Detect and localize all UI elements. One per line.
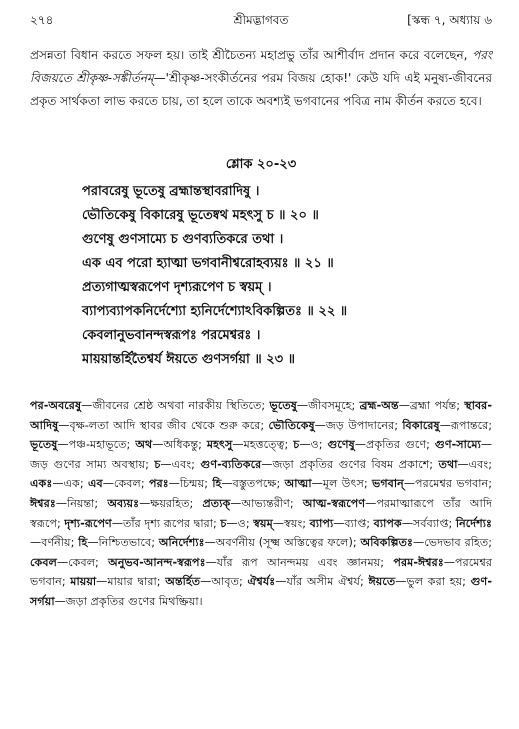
synonym-word: স্থাবর-আদিষু <box>30 399 492 432</box>
synonym-meaning: —স্বয়ং; <box>272 516 310 530</box>
section-reference: [স্কন্ধ ৭, অধ্যায় ৬ <box>407 13 492 27</box>
synonym-meaning: —রূপান্তরে; <box>439 418 492 432</box>
verse-line: কেবলানুভবানন্দস্বরূপঃ পরমেশ্বরঃ । <box>82 328 261 343</box>
page-number: ২৭৪ <box>30 13 54 27</box>
synonym-word: ব্রহ্ম-অন্ত <box>359 399 399 412</box>
verse-line: ব্যাপ্যব্যাপকনির্দেশ্যো হ্যনির্দেশ্যোঽবিকল্পিতঃ ॥ ২২ ॥ <box>82 304 348 319</box>
synonym-meaning: —জীবসমূহে; <box>296 399 360 412</box>
synonym-meaning: —জড় গুণের সাম্য অবস্থায়; <box>30 438 493 471</box>
synonym-meaning: —পঞ্চ-মহাভূতে; <box>57 438 136 452</box>
synonym-meaning: —ও; <box>226 516 254 530</box>
synonym-word: ভূতেষু <box>269 399 297 412</box>
synonym-word: গুণ-সর্গয়া <box>30 575 492 608</box>
verse-line: মায়য়ান্তর্হিতৈশ্বর্য ঈয়তে গুণসর্গয়া ॥ ২৩ ॥ <box>82 352 295 367</box>
synonym-word: পরম-ঈশ্বরঃ <box>393 555 444 569</box>
synonym-word: নির্দেশ্যঃ <box>455 516 492 530</box>
synonym-word: অবিকল্পিতঃ <box>360 536 414 550</box>
verse-line: পরাবরেষু ভূতেষু ব্রহ্মান্তস্থাবরাদিষু । <box>82 184 260 199</box>
shloka-heading: শ্লোক ২০-২৩ <box>225 157 297 172</box>
synonym-meaning: —বস্তুতপক্ষে; <box>221 477 285 491</box>
verse-line: এক এব পরো হ্যাত্মা ভগবানীশ্বরোহব্যয়ঃ ॥ ২১ ॥ <box>82 256 334 271</box>
synonym-meaning: —এবং; <box>457 457 492 471</box>
synonym-meaning: —পরমেশ্বর ভগবান; <box>403 477 492 491</box>
synonym-word: ব্যাপক <box>373 516 402 530</box>
synonym-meaning: —আভ্যন্তরীণ; <box>230 496 303 510</box>
intro-quote: পরং বিজয়তে শ্রীকৃষ্ণ-সঙ্কীর্তনম্ <box>30 48 492 85</box>
synonym-word: ভৌতিকেষু <box>268 418 315 432</box>
synonym-word: গুণ-ব্যতিকরে <box>200 457 262 471</box>
synonym-meaning: —অবর্ণনীয় (সূক্ষ্ম অস্তিত্বের ফলে); <box>204 536 361 550</box>
synonym-meaning: —জীবনের শ্রেষ্ঠ অথবা নারকীয় স্থিতিতে; <box>81 399 270 412</box>
intro-text-2: —'শ্রীকৃষ্ণ-সংকীর্তনের পরম বিজয় হোক!' কেউ যদি এই মনুষ্য-জীবনের প্রকৃত সার্থকতা লাভ করতে চায়, তা হলে তাকে অবশ্যই ভগবানের পবিত্র নাম কীর্তন করতে হবে। <box>30 71 492 108</box>
verse-block <box>82 180 492 372</box>
synonym-meaning: —পরমেশ্বর ভগবান; <box>30 555 492 589</box>
synonym-meaning: —ও; <box>299 438 328 452</box>
synonym-word: আত্মা <box>284 477 312 491</box>
synonym-meaning: —প্রকৃতির গুণে; <box>354 438 435 452</box>
synonym-word: ঈয়তে <box>368 575 396 589</box>
intro-paragraph <box>30 44 492 113</box>
synonym-meaning: —পরমাত্মারূপে তাঁর আদি স্বরূপে; <box>30 496 493 530</box>
synonym-meaning: —তাঁর দৃশ্য রূপের দ্বারা; <box>111 516 221 530</box>
synonym-word: মায়য়া <box>70 575 97 589</box>
synonyms-paragraph <box>30 396 492 612</box>
synonym-word: চ <box>293 438 300 452</box>
synonym-word: একঃ <box>30 477 53 491</box>
synonym-word: অনুভব-আনন্দ-স্বরূপঃ <box>108 555 206 569</box>
synonym-meaning: —ভেদভাব রহিত; <box>413 536 493 550</box>
verse-line: প্রত্যগাত্মস্বরূপেণ দৃশ্যরূপেণ চ স্বয়ম্ । <box>82 280 272 295</box>
synonym-word: ভগবান্ <box>372 477 404 491</box>
synonym-word: চ <box>154 457 161 471</box>
verse-line: ভৌতিকেষু বিকারেষু ভূতেষ্বথ মহৎসু চ ॥ ২০ ॥ <box>82 208 319 223</box>
synonym-word: তথা <box>438 457 458 471</box>
synonym-word: ঈশ্বরঃ <box>30 496 56 510</box>
synonym-word: হি <box>78 536 88 550</box>
synonym-word: কেবল <box>30 555 57 569</box>
synonym-word: এব <box>87 477 103 491</box>
synonym-meaning: —জড়া প্রকৃতির গুণের মিথষ্ক্রিয়া। <box>54 594 203 608</box>
synonym-word: পর-অবরেষু <box>30 399 82 412</box>
synonym-meaning: —কেবল; <box>56 555 109 569</box>
synonym-meaning: —আবৃত; <box>200 575 248 589</box>
book-title: শ্রীমদ্ভাগবত <box>233 13 289 27</box>
synonym-meaning: —নিশ্চিতভাবে; <box>87 536 159 550</box>
synonym-meaning: —অধিকন্তু; <box>152 438 207 452</box>
synonym-word: অব্যয়ঃ <box>107 496 140 510</box>
synonym-word: চ <box>220 516 227 530</box>
synonym-meaning: —ভুল করা হয়; <box>395 575 471 589</box>
verse-line: গুণেষু গুণসাম্যে চ গুণব্যতিকরে তথা । <box>82 232 284 247</box>
synonym-word: ব্যাপ্য <box>309 516 334 530</box>
synonym-word: অন্তর্হিত <box>165 575 201 589</box>
synonym-meaning: —যাঁর রূপ আনন্দময় এবং জ্ঞানময়; <box>205 555 394 569</box>
synonym-meaning: —মহত্তত্ত্বে; <box>232 438 294 452</box>
synonym-word: মহৎসু <box>206 438 233 452</box>
synonym-word: আত্ম-স্বরূপেণ <box>302 496 366 510</box>
synonym-word: পরঃ <box>149 477 169 491</box>
synonym-word: স্বয়ম্ <box>253 516 273 530</box>
synonym-word: ঐশ্বর্যঃ <box>247 575 276 589</box>
synonym-word: দৃশ্য-রূপেণ <box>64 516 112 530</box>
synonym-word: অনির্দেশ্যঃ <box>158 536 205 550</box>
synonym-meaning: —জড়া প্রকৃতির গুণের বিষম প্রকাশে; <box>261 457 439 471</box>
synonym-meaning: —যাঁর অসীম ঐশ্বর্য; <box>275 575 369 589</box>
book-page <box>30 12 492 612</box>
synonym-meaning: —কেবল; <box>102 477 149 491</box>
synonym-meaning: —এক; <box>52 477 88 491</box>
synonym-meaning: —ব্যাপ্ত; <box>333 516 374 530</box>
synonym-word: হি <box>212 477 222 491</box>
synonym-meaning: —মায়ার দ্বারা; <box>96 575 166 589</box>
synonym-meaning: —ব্রহ্মা পর্যন্ত; <box>398 399 465 412</box>
synonym-meaning: —ক্ষয়রহিত; <box>139 496 203 510</box>
synonym-meaning: —জড় উপাদানের; <box>314 418 403 432</box>
synonym-meaning: —সর্বব্যাপ্ত; <box>401 516 456 530</box>
page-header <box>30 12 492 30</box>
synonym-meaning: —বৃক্ষ-লতা আদি স্থাবর জীব থেকে শুরু করে; <box>58 418 269 432</box>
synonym-word: ভূতেষু <box>30 438 58 452</box>
synonym-meaning: —চিন্ময়; <box>168 477 213 491</box>
synonym-word: গুণ-সাম্যে <box>434 438 481 452</box>
synonym-word: অথ <box>135 438 153 452</box>
synonym-meaning: —বর্ণনীয়; <box>30 536 79 550</box>
synonym-word: গুণেষু <box>327 438 355 452</box>
synonym-meaning: —নিয়ন্তা; <box>55 496 108 510</box>
synonym-meaning: —মূল উৎস; <box>311 477 373 491</box>
synonym-word: বিকারেষু <box>402 418 440 432</box>
synonym-meaning: —এবং; <box>160 457 201 471</box>
intro-text-1: প্রসন্নতা বিধান করতে সফল হয়। তাই শ্রীচৈতন্য মহাপ্রভু তাঁর আশীর্বাদ প্রদান করে বলেছেন, <box>30 48 473 62</box>
synonym-word: প্রত্যক্ <box>202 496 231 510</box>
